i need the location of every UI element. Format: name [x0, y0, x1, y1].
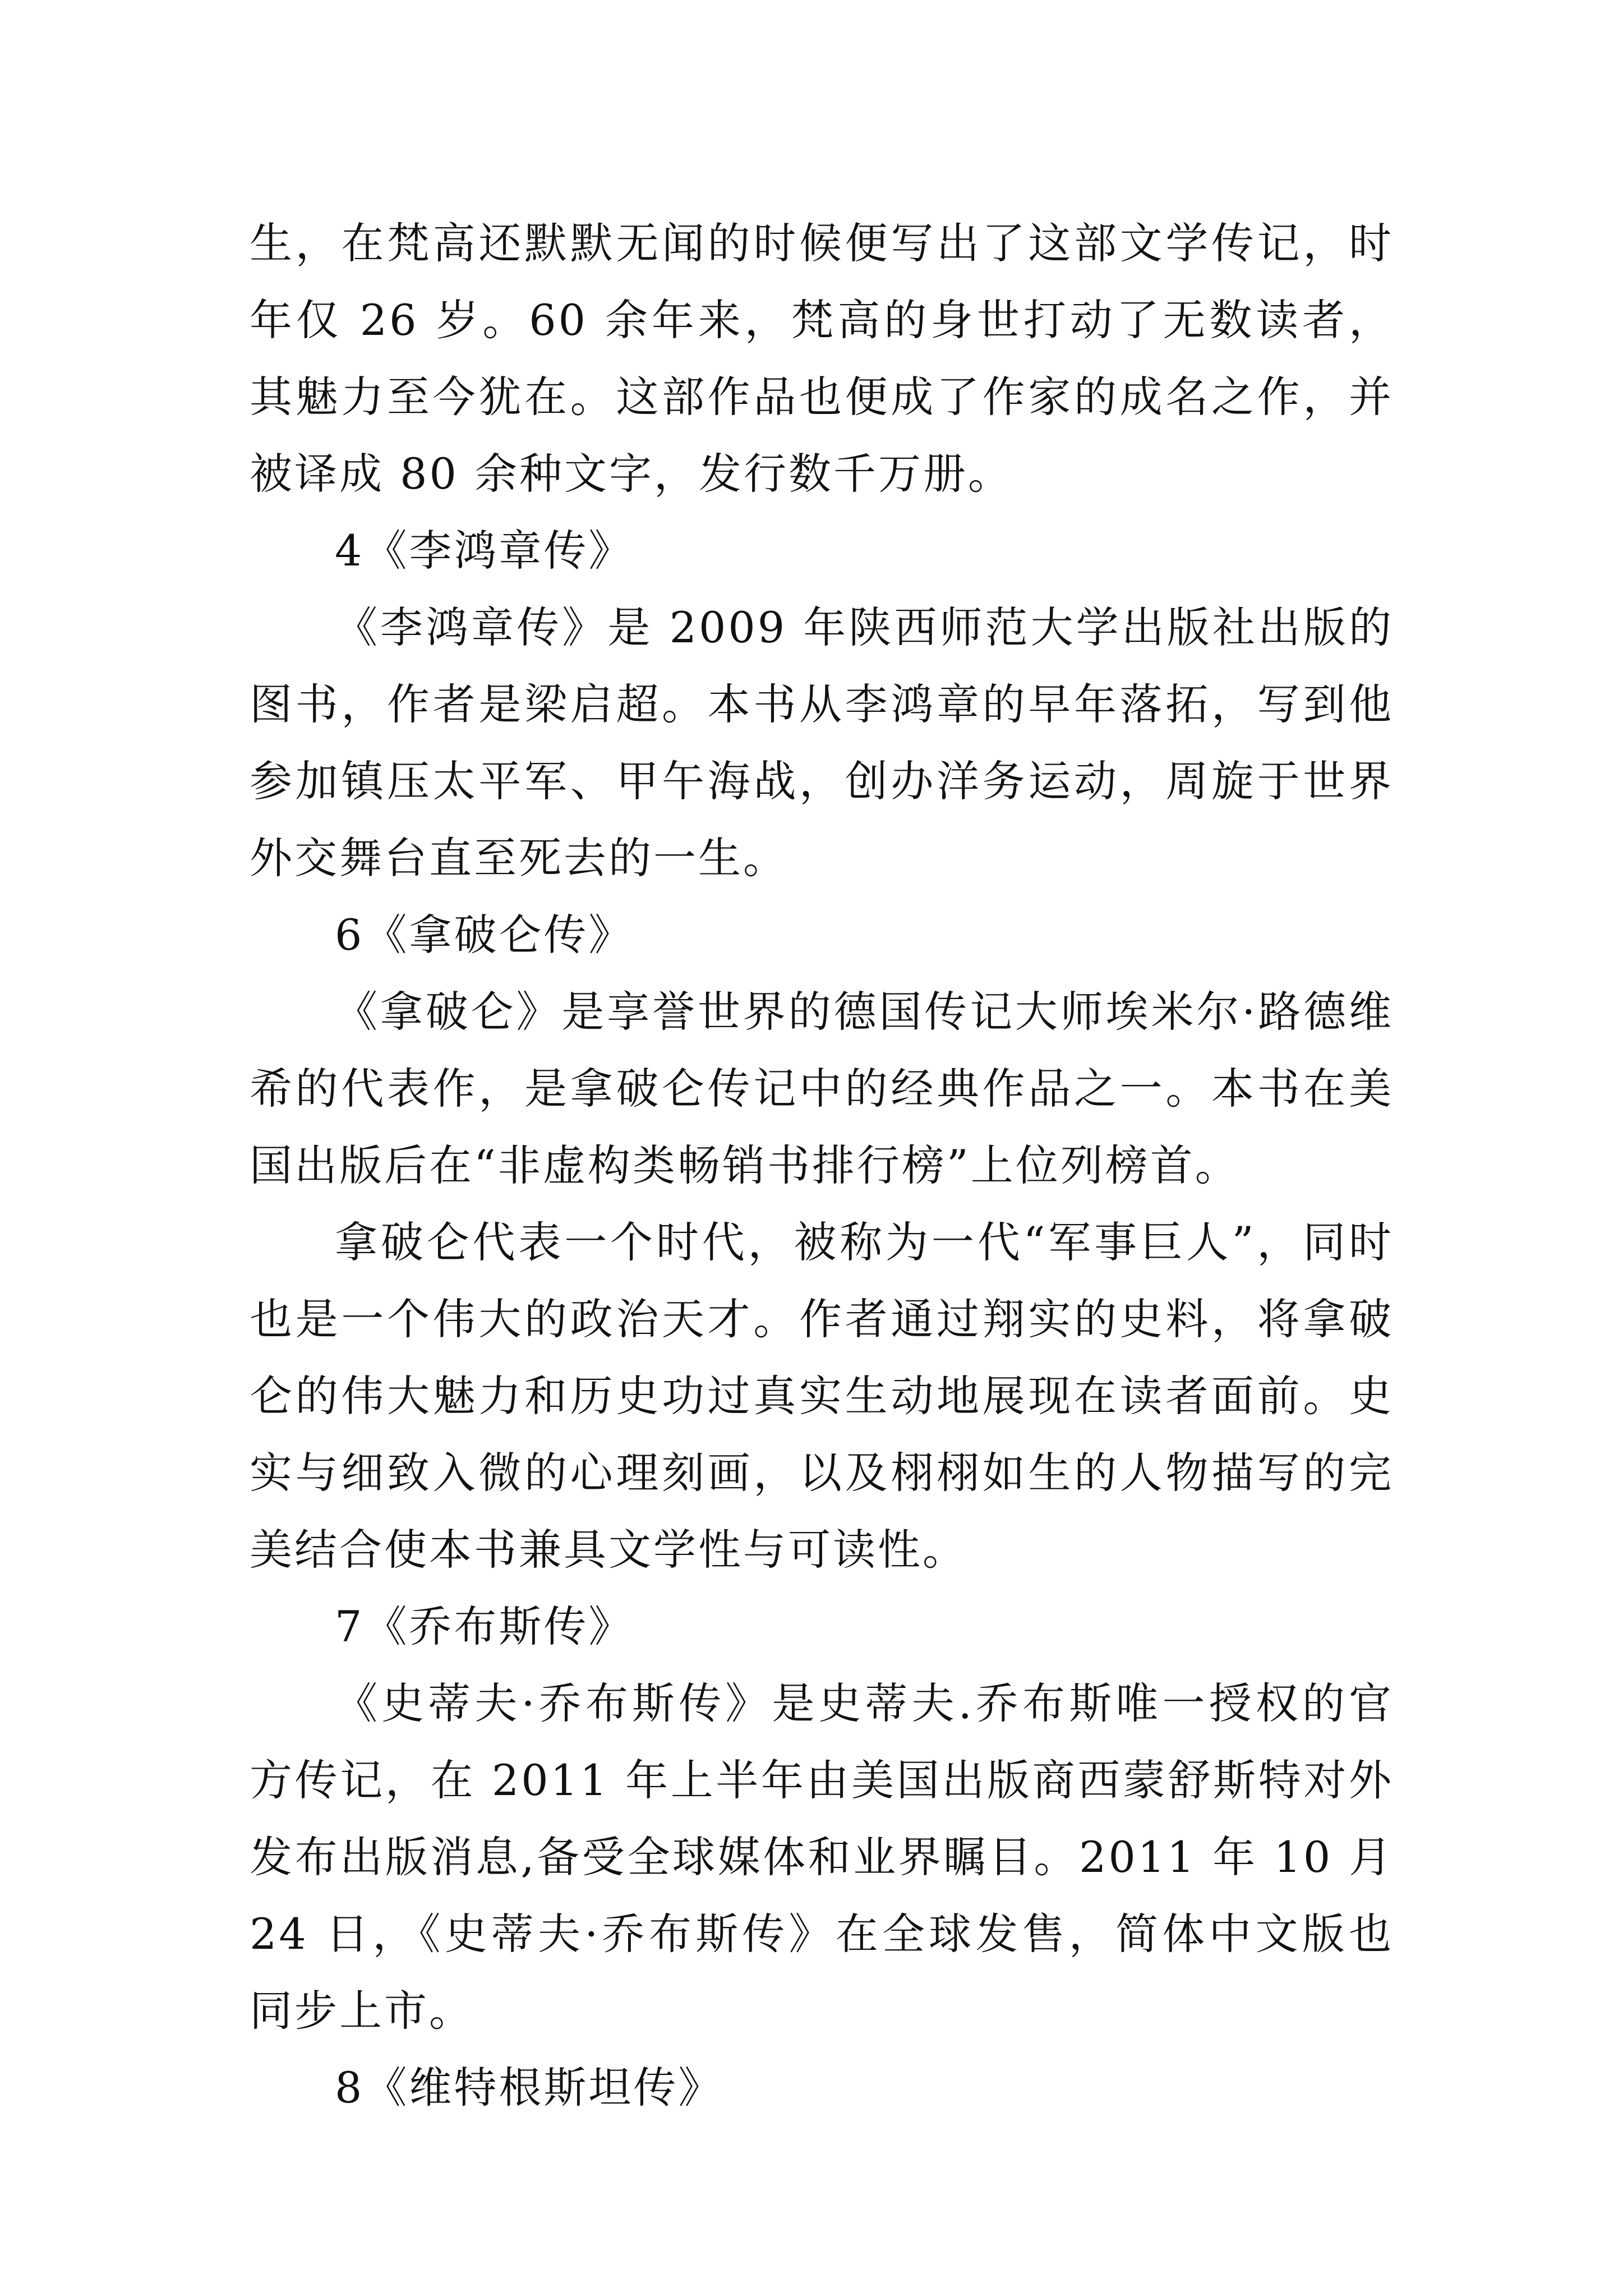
section-heading-wittgenstein: 8《维特根斯坦传》: [335, 2063, 723, 2113]
section-heading-jobs: 7《乔布斯传》: [335, 1602, 634, 1651]
paragraph-napoleon-detail: 拿破仑代表一个时代，被称为一代“军事巨人”，同时也是一个伟大的政治天才。作者通过翔实的史料，将拿破仑的伟大魅力和历史功过真实生动地展现在读者面前。史实与细致入微的心理刻画，以及栩栩如生的人物描写的完美结合使本书兼具文学性与可读性。: [250, 1217, 1394, 1575]
paragraph-van-gogh-continued: 生，在梵高还默默无闻的时候便写出了这部文学传记，时年仅 26 岁。60 余年来，梵高的身世打动了无数读者，其魅力至今犹在。这部作品也便成了作家的成名之作，并被译成 80 余种文字，发行数千万册。: [250, 218, 1394, 499]
document-body: [250, 205, 1394, 2126]
paragraph-li-hongzhang: 《李鸿章传》是 2009 年陕西师范大学出版社出版的图书，作者是梁启超。本书从李鸿章的早年落拓，写到他参加镇压太平军、甲午海战，创办洋务运动，周旋于世界外交舞台直至死去的一生。: [250, 602, 1394, 883]
section-heading-napoleon: 6《拿破仑传》: [335, 910, 634, 960]
paragraph-jobs: 《史蒂夫·乔布斯传》是史蒂夫.乔布斯唯一授权的官方传记，在 2011 年上半年由美国出版商西蒙舒斯特对外发布出版消息,备受全球媒体和业界瞩目。2011 年 10 月 24 日，《史蒂夫·乔布斯传》在全球发售，简体中文版也同步上市。: [250, 1678, 1394, 2036]
paragraph-napoleon-intro: 《拿破仑》是享誉世界的德国传记大师埃米尔·路德维希的代表作，是拿破仑传记中的经典作品之一。本书在美国出版后在“非虚构类畅销书排行榜”上位列榜首。: [250, 987, 1394, 1190]
section-heading-li-hongzhang: 4《李鸿章传》: [335, 526, 634, 576]
